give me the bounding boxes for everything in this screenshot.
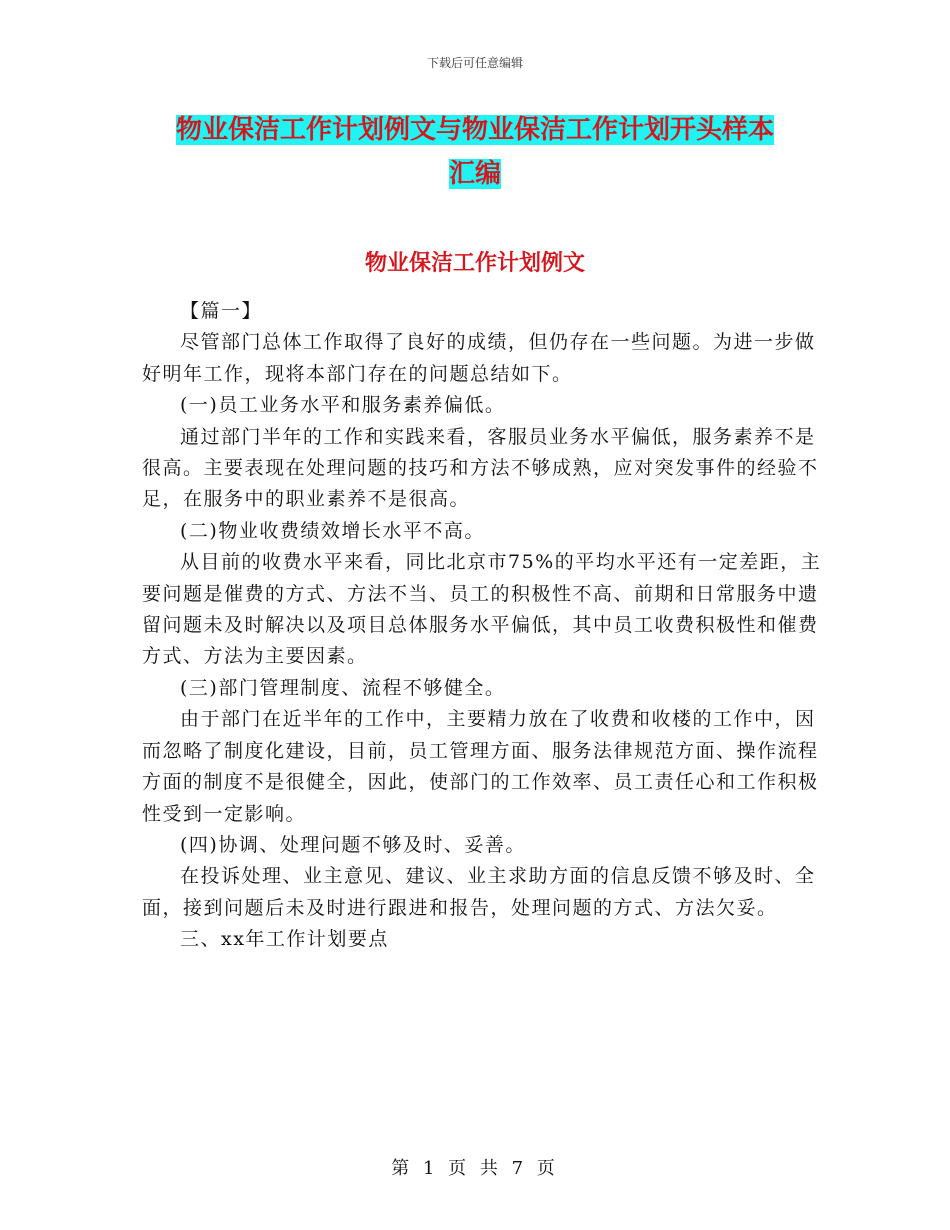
subheading: 三、xx年工作计划要点 <box>180 928 389 951</box>
subheading: (一)员工业务水平和服务素养偏低。 <box>180 394 506 417</box>
section-title: 物业保洁工作计划例文 <box>364 250 585 276</box>
document-body <box>142 296 822 956</box>
subheading: (二)物业收费绩效增长水平不高。 <box>180 519 485 542</box>
paragraph: 在投诉处理、业主意见、建议、业主求助方面的信息反馈不够及时、全面，接到问题后未及时进行跟进和报告，处理问题的方式、方法欠妥。 <box>142 865 816 919</box>
header-note: 下载后可任意编辑 <box>426 56 523 70</box>
paragraph: 从目前的收费水平来看，同比北京市75%的平均水平还有一定差距，主要问题是催费的方式、方法不当、员工的积极性不高、前期和日常服务中遗留问题未及时解决以及项目总体服务水平偏低，其中员工收费积极性和催费方式、方法为主要因素。 <box>142 551 822 668</box>
paragraph: 通过部门半年的工作和实践来看，客服员业务水平偏低，服务素养不是很高。主要表现在处理问题的技巧和方法不够成熟，应对突发事件的经验不足，在服务中的职业素养不是很高。 <box>142 425 819 511</box>
title-line-2: 汇编 <box>448 159 501 189</box>
subheading: (三)部门管理制度、流程不够健全。 <box>180 676 506 699</box>
page-footer: 第 1 页 共 7 页 <box>391 1158 559 1179</box>
document-title <box>140 108 810 196</box>
subheading: (四)协调、处理问题不够及时、妥善。 <box>180 833 526 856</box>
paragraph: 尽管部门总体工作取得了良好的成绩，但仍存在一些问题。为进一步做好明年工作，现将本部门存在的问题总结如下。 <box>142 331 816 385</box>
title-line-1: 物业保洁工作计划例文与物业保洁工作计划开头样本 <box>175 115 774 145</box>
paragraph: 由于部门在近半年的工作中，主要精力放在了收费和收楼的工作中，因而忽略了制度化建设，目前，员工管理方面、服务法律规范方面、操作流程方面的制度不是很健全，因此，使部门的工作效率、员工责任心和工作积极性受到一定影响。 <box>142 708 819 825</box>
paragraph-heading: 【篇一】 <box>180 300 263 322</box>
